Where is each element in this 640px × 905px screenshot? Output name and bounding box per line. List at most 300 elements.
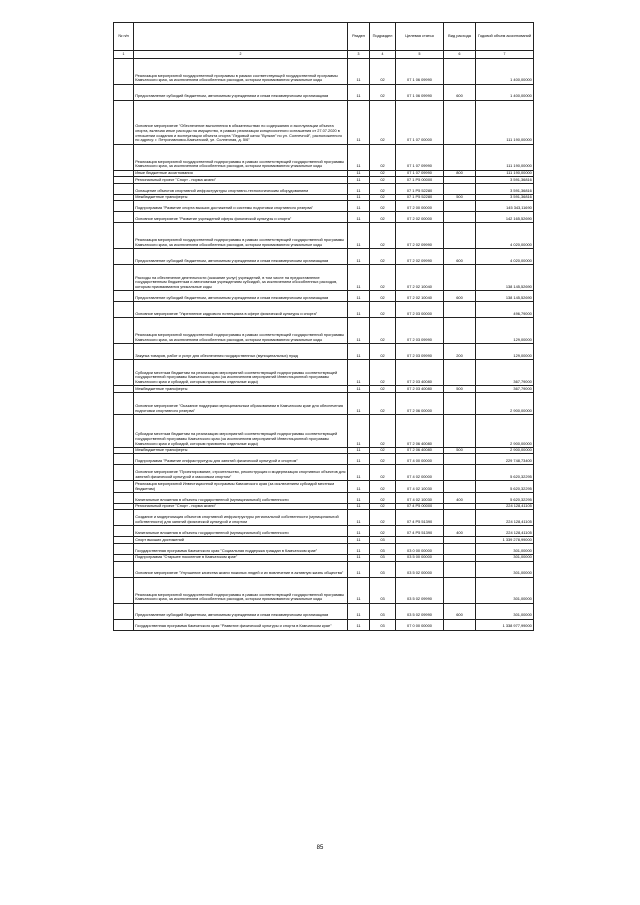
row-amount: 301,00000 — [476, 603, 534, 619]
row-razdel: 11 — [348, 100, 370, 144]
row-razdel: 11 — [348, 249, 370, 265]
header-csr: Целевая статья — [396, 23, 444, 51]
row-target-article: 07 0 00 00000 — [396, 619, 444, 630]
row-podrazdel: 02 — [370, 84, 396, 100]
row-expense-type: 200 — [444, 344, 476, 360]
row-expense-type — [444, 454, 476, 465]
row-number — [114, 503, 134, 510]
row-podrazdel: 02 — [370, 100, 396, 144]
row-target-article: 03 5 00 00000 — [396, 554, 444, 561]
row-razdel: 11 — [348, 194, 370, 201]
row-expense-type — [444, 561, 476, 577]
header-number-2: 2 — [134, 50, 348, 58]
row-name: Иные бюджетные ассигнования — [134, 170, 348, 177]
row-name: Реализация мероприятий государственной программы в рамках соответствующей государственной программы Камчатского края, за исключением обособленных расходов, которым присваиваются уникальные коды — [134, 58, 348, 84]
row-expense-type — [444, 543, 476, 554]
table-row — [114, 212, 534, 223]
table-row — [114, 619, 534, 630]
table-row — [114, 100, 534, 144]
page-number: 85 — [316, 845, 324, 851]
row-razdel: 11 — [348, 58, 370, 84]
row-podrazdel: 02 — [370, 249, 396, 265]
row-amount: 301,00000 — [476, 577, 534, 603]
row-target-article: 07 1 06 09990 — [396, 58, 444, 84]
table-row — [114, 414, 534, 447]
row-amount: 224 128,41105 — [476, 503, 534, 510]
row-razdel: 11 — [348, 212, 370, 223]
row-target-article: 03 5 02 09990 — [396, 577, 444, 603]
row-target-article: 07 4 00 00000 — [396, 454, 444, 465]
row-amount: 4 020,00000 — [476, 249, 534, 265]
header-number-4: 4 — [370, 50, 396, 58]
row-amount: 5 620,32295 — [476, 465, 534, 481]
row-expense-type — [444, 414, 476, 447]
table-row — [114, 177, 534, 184]
row-target-article: 07 2 02 00000 — [396, 212, 444, 223]
table-row — [114, 543, 534, 554]
header-vr: Вид расхода — [444, 23, 476, 51]
header-number-7: 7 — [476, 50, 534, 58]
row-podrazdel: 03 — [370, 603, 396, 619]
row-number — [114, 318, 134, 344]
row-name: Оснащение объектов спортивной инфраструктуры спортивно-технологическим оборудованием — [134, 183, 348, 194]
row-amount: 2 900,00000 — [476, 392, 534, 414]
row-expense-type — [444, 577, 476, 603]
row-podrazdel: 02 — [370, 194, 396, 201]
row-podrazdel: 02 — [370, 503, 396, 510]
row-name: Межбюджетные трансферты — [134, 386, 348, 393]
row-expense-type: 500 — [444, 386, 476, 393]
row-razdel: 11 — [348, 481, 370, 492]
row-razdel: 11 — [348, 265, 370, 291]
row-name: Реализация мероприятий государственной подпрограммы в рамках соответствующей государственной программы Камчатского края, за исключением обособленных расходов, которым присваиваются уникальные коды — [134, 318, 348, 344]
row-amount: 145 343,11690 — [476, 201, 534, 212]
header-number-5: 5 — [396, 50, 444, 58]
row-expense-type: 800 — [444, 170, 476, 177]
row-name: Межбюджетные трансферты — [134, 194, 348, 201]
row-podrazdel: 02 — [370, 302, 396, 318]
row-number — [114, 302, 134, 318]
row-expense-type — [444, 537, 476, 544]
row-target-article: 03 5 02 00000 — [396, 561, 444, 577]
row-razdel: 11 — [348, 144, 370, 170]
table-header — [114, 23, 534, 59]
table-row — [114, 386, 534, 393]
header-razdel: Раздел — [348, 23, 370, 51]
row-podrazdel: 02 — [370, 183, 396, 194]
row-amount: 496,79000 — [476, 302, 534, 318]
row-name: Реализация мероприятий государственной подпрограммы в рамках соответствующей государственной программы Камчатского края, за исключением обособленных расходов, которым присваиваются уникальные коды — [134, 223, 348, 249]
row-expense-type: 600 — [444, 249, 476, 265]
header-sum: Годовой объем ассигнований — [476, 23, 534, 51]
row-name: Основное мероприятие "Улучшение качества жизни пожилых людей и их вовлечение в активную жизнь общества" — [134, 561, 348, 577]
row-podrazdel: 02 — [370, 360, 396, 386]
row-amount: 224 128,41105 — [476, 526, 534, 537]
row-razdel: 11 — [348, 386, 370, 393]
row-number — [114, 414, 134, 447]
row-target-article: 07 2 06 40080 — [396, 414, 444, 447]
row-podrazdel: 02 — [370, 144, 396, 170]
row-target-article: 07 4 02 00000 — [396, 465, 444, 481]
row-podrazdel: 03 — [370, 543, 396, 554]
row-amount: 142 165,52690 — [476, 212, 534, 223]
table-row — [114, 561, 534, 577]
row-target-article: 07 2 06 00000 — [396, 392, 444, 414]
row-name: Субсидии местным бюджетам на реализацию мероприятий соответствующей подпрограммы соответствующей государственной программы Камчатского края (за исключением мероприятий Инвестиционной программы Камчатского края и субсидий, которым присвоены отдельные коды) — [134, 414, 348, 447]
row-number — [114, 58, 134, 84]
table-row — [114, 492, 534, 503]
row-expense-type — [444, 265, 476, 291]
row-target-article: 07 1 P5 52280 — [396, 194, 444, 201]
header-name — [134, 23, 348, 51]
row-razdel: 11 — [348, 170, 370, 177]
row-amount: 111 190,00000 — [476, 100, 534, 144]
row-expense-type — [444, 201, 476, 212]
row-number — [114, 194, 134, 201]
row-razdel: 11 — [348, 503, 370, 510]
table-row — [114, 291, 534, 302]
row-podrazdel: 02 — [370, 414, 396, 447]
row-target-article: 07 2 03 00000 — [396, 302, 444, 318]
row-podrazdel: 02 — [370, 318, 396, 344]
table-row — [114, 201, 534, 212]
row-number — [114, 447, 134, 454]
row-expense-type — [444, 183, 476, 194]
row-razdel: 11 — [348, 554, 370, 561]
row-expense-type — [444, 318, 476, 344]
row-number — [114, 212, 134, 223]
row-number — [114, 561, 134, 577]
table-row — [114, 454, 534, 465]
row-expense-type — [444, 481, 476, 492]
row-razdel: 11 — [348, 561, 370, 577]
row-number — [114, 223, 134, 249]
row-expense-type — [444, 58, 476, 84]
table-row — [114, 265, 534, 291]
row-target-article: 07 2 02 10040 — [396, 291, 444, 302]
row-podrazdel: 02 — [370, 170, 396, 177]
row-name: Спорт высших достижений — [134, 537, 348, 544]
row-amount: 2 900,00000 — [476, 447, 534, 454]
row-amount: 4 020,00000 — [476, 223, 534, 249]
row-amount: 138 145,52690 — [476, 291, 534, 302]
row-podrazdel: 02 — [370, 526, 396, 537]
row-amount: 3 591,36816 — [476, 183, 534, 194]
row-expense-type — [444, 392, 476, 414]
table-row — [114, 465, 534, 481]
row-expense-type: 500 — [444, 447, 476, 454]
table-row — [114, 249, 534, 265]
row-name: Создание и модернизация объектов спортивной инфраструктуры региональной собственности (муниципальной собственности) для занятий физической культурой и спортом — [134, 510, 348, 526]
table-row — [114, 194, 534, 201]
row-amount: 367,79000 — [476, 360, 534, 386]
row-number — [114, 465, 134, 481]
table-row — [114, 603, 534, 619]
row-razdel: 11 — [348, 223, 370, 249]
row-name: Основное мероприятие "Развитие учреждений сферы физической культуры и спорта" — [134, 212, 348, 223]
table-row — [114, 392, 534, 414]
header-number-3: 3 — [348, 50, 370, 58]
row-podrazdel: 03 — [370, 537, 396, 544]
table-row — [114, 447, 534, 454]
row-name: Расходы на обеспечение деятельности (оказание услуг) учреждений, в том числе на предоставление государственным бюджетным и автономным учреждениям субсидий, за исключением обособленных расходов, которым присваиваются уникальные коды — [134, 265, 348, 291]
row-number — [114, 526, 134, 537]
row-number — [114, 454, 134, 465]
row-razdel: 11 — [348, 360, 370, 386]
row-name: Региональный проект "Спорт - норма жизни" — [134, 177, 348, 184]
row-podrazdel: 02 — [370, 177, 396, 184]
table-row — [114, 302, 534, 318]
row-expense-type — [444, 503, 476, 510]
row-amount: 5 620,32295 — [476, 492, 534, 503]
table-row — [114, 360, 534, 386]
row-expense-type — [444, 223, 476, 249]
row-number — [114, 543, 134, 554]
row-name: Подпрограмма "Развитие инфраструктуры для занятий физической культурой и спортом" — [134, 454, 348, 465]
row-target-article: 07 4 02 10030 — [396, 492, 444, 503]
row-podrazdel: 02 — [370, 454, 396, 465]
row-number — [114, 577, 134, 603]
table-row — [114, 170, 534, 177]
row-number — [114, 84, 134, 100]
row-target-article: 07 4 P5 51390 — [396, 510, 444, 526]
row-podrazdel: 02 — [370, 492, 396, 503]
row-razdel: 11 — [348, 526, 370, 537]
row-number — [114, 619, 134, 630]
row-target-article: 03 5 02 09990 — [396, 603, 444, 619]
row-amount: 129,00000 — [476, 318, 534, 344]
row-target-article: 07 2 03 40080 — [396, 360, 444, 386]
row-name: Межбюджетные трансферты — [134, 447, 348, 454]
row-podrazdel: 02 — [370, 265, 396, 291]
row-razdel: 11 — [348, 392, 370, 414]
row-razdel: 11 — [348, 201, 370, 212]
row-amount: 367,79000 — [476, 386, 534, 393]
row-amount: 1 400,00000 — [476, 58, 534, 84]
row-podrazdel: 02 — [370, 212, 396, 223]
row-podrazdel: 02 — [370, 344, 396, 360]
row-name: Капитальные вложения в объекты государственной (муниципальной) собственности — [134, 492, 348, 503]
row-name: Основное мероприятие "Проектирование, строительство, реконструкция и модернизация спортивных объектов для занятий физической культурой и массовым спортом" — [134, 465, 348, 481]
row-number — [114, 554, 134, 561]
row-podrazdel: 03 — [370, 554, 396, 561]
row-podrazdel: 03 — [370, 577, 396, 603]
row-number — [114, 183, 134, 194]
row-target-article: 07 1 P5 00000 — [396, 177, 444, 184]
row-number — [114, 603, 134, 619]
row-name: Закупка товаров, работ и услуг для обеспечения государственных (муниципальных) нужд — [134, 344, 348, 360]
row-number — [114, 481, 134, 492]
row-number — [114, 170, 134, 177]
row-podrazdel: 02 — [370, 392, 396, 414]
document-sheet — [113, 22, 533, 862]
row-razdel: 11 — [348, 577, 370, 603]
row-amount: 3 591,36816 — [476, 194, 534, 201]
row-razdel: 11 — [348, 510, 370, 526]
row-name: Основное мероприятие "Обеспечение выполнения в обязательствах по содержанию и эксплуатации объекта спорта, включая иные расходы на имущество, в рамках реализации концессионного соглашения от 27.07.2020 в отношении создания и эксплуатации объекта спорта "Ледовый каток "Вулкан" по ул. Солнечной", расположенного по адресу: г. Петропавловск-Камчатский, ул. Солнечная, д. 5/6" — [134, 100, 348, 144]
row-number — [114, 265, 134, 291]
budget-table — [113, 22, 534, 631]
row-number — [114, 177, 134, 184]
row-target-article: 07 2 06 40080 — [396, 447, 444, 454]
row-name: Капитальные вложения в объекты государственной (муниципальной) собственности — [134, 526, 348, 537]
row-amount: 229 748,73400 — [476, 454, 534, 465]
row-number — [114, 510, 134, 526]
row-podrazdel: 02 — [370, 201, 396, 212]
table-row — [114, 183, 534, 194]
row-target-article: 07 2 00 00000 — [396, 201, 444, 212]
table-row — [114, 554, 534, 561]
row-amount: 129,00000 — [476, 344, 534, 360]
header-number-1: 1 — [114, 50, 134, 58]
row-razdel: 11 — [348, 619, 370, 630]
table-row — [114, 577, 534, 603]
row-number — [114, 344, 134, 360]
row-expense-type — [444, 177, 476, 184]
row-name: Предоставление субсидий бюджетным, автономным учреждениям и иным некоммерческим организациям — [134, 291, 348, 302]
row-razdel: 11 — [348, 465, 370, 481]
row-number — [114, 386, 134, 393]
row-amount: 111 190,00000 — [476, 170, 534, 177]
row-expense-type — [444, 465, 476, 481]
row-podrazdel: 02 — [370, 58, 396, 84]
row-expense-type: 500 — [444, 194, 476, 201]
header-number-6: 6 — [444, 50, 476, 58]
row-expense-type — [444, 510, 476, 526]
row-target-article: 07 2 03 09990 — [396, 344, 444, 360]
table-row — [114, 526, 534, 537]
row-razdel: 11 — [348, 183, 370, 194]
row-razdel: 11 — [348, 414, 370, 447]
row-razdel: 11 — [348, 543, 370, 554]
table-row — [114, 318, 534, 344]
row-podrazdel: 02 — [370, 223, 396, 249]
row-target-article — [396, 537, 444, 544]
row-name: Региональный проект "Спорт - норма жизни" — [134, 503, 348, 510]
row-name: Основное мероприятие "Оказание поддержки муниципальным образованиям в Камчатском крае для обеспечения подготовки спортивного резерва" — [134, 392, 348, 414]
row-target-article: 07 4 P5 51390 — [396, 526, 444, 537]
table-row — [114, 481, 534, 492]
row-name: Реализация мероприятий государственной подпрограммы в рамках соответствующей государственной программы Камчатского края, за исключением обособленных расходов, которым присваиваются уникальные коды — [134, 144, 348, 170]
row-name: Реализация мероприятий государственной подпрограммы в рамках соответствующей государственной программы Камчатского края, за исключением обособленных расходов, которым присваиваются уникальные коды — [134, 577, 348, 603]
row-expense-type: 400 — [444, 526, 476, 537]
row-expense-type — [444, 212, 476, 223]
row-name: Предоставление субсидий бюджетным, автономным учреждениям и иным некоммерческим организациям — [134, 249, 348, 265]
row-target-article: 07 2 02 09990 — [396, 249, 444, 265]
row-name: Предоставление субсидий бюджетным, автономным учреждениям и иным некоммерческим организациям — [134, 84, 348, 100]
row-name: Реализация мероприятий Инвестиционной программы Камчатского края (за исключением субсидий местным бюджетам) — [134, 481, 348, 492]
row-expense-type: 600 — [444, 84, 476, 100]
row-razdel: 11 — [348, 84, 370, 100]
row-name: Подпрограмма "Старшее поколение в Камчатском крае" — [134, 554, 348, 561]
row-amount: 1 339 278,99000 — [476, 537, 534, 544]
row-expense-type — [444, 100, 476, 144]
header-podrazdel: Подраздел — [370, 23, 396, 51]
row-podrazdel: 02 — [370, 386, 396, 393]
row-number — [114, 360, 134, 386]
row-expense-type — [444, 144, 476, 170]
row-podrazdel: 03 — [370, 561, 396, 577]
row-podrazdel: 02 — [370, 291, 396, 302]
row-expense-type — [444, 360, 476, 386]
row-target-article: 07 2 03 40080 — [396, 386, 444, 393]
table-body — [114, 58, 534, 630]
row-target-article: 07 1 07 00000 — [396, 100, 444, 144]
row-target-article: 03 0 00 00000 — [396, 543, 444, 554]
table-row — [114, 503, 534, 510]
row-podrazdel: 02 — [370, 447, 396, 454]
row-razdel: 11 — [348, 454, 370, 465]
row-podrazdel: 03 — [370, 619, 396, 630]
row-number — [114, 291, 134, 302]
row-podrazdel: 02 — [370, 481, 396, 492]
row-name: Основное мероприятие "Укрепление кадрового потенциала в сфере физической культуры и спорта" — [134, 302, 348, 318]
row-number — [114, 201, 134, 212]
row-razdel: 11 — [348, 318, 370, 344]
row-amount: 301,00000 — [476, 561, 534, 577]
row-target-article: 07 1 P5 52280 — [396, 183, 444, 194]
row-amount: 5 620,32295 — [476, 481, 534, 492]
row-razdel: 11 — [348, 537, 370, 544]
row-target-article: 07 1 07 09990 — [396, 144, 444, 170]
row-amount: 2 900,00000 — [476, 414, 534, 447]
row-number — [114, 537, 134, 544]
row-amount: 224 128,41105 — [476, 510, 534, 526]
row-target-article: 07 2 02 09990 — [396, 223, 444, 249]
row-podrazdel: 02 — [370, 510, 396, 526]
row-name: Подпрограмма "Развитие спорта высших достижений и системы подготовки спортивного резерва" — [134, 201, 348, 212]
row-amount: 1 400,00000 — [476, 84, 534, 100]
row-amount: 3 591,36816 — [476, 177, 534, 184]
table-row — [114, 84, 534, 100]
row-amount: 138 145,52690 — [476, 265, 534, 291]
row-expense-type — [444, 619, 476, 630]
row-target-article: 07 2 02 10040 — [396, 265, 444, 291]
row-name: Государственная программа Камчатского края "Социальная поддержка граждан в Камчатском крае" — [134, 543, 348, 554]
table-row — [114, 223, 534, 249]
row-razdel: 11 — [348, 603, 370, 619]
row-podrazdel: 02 — [370, 465, 396, 481]
row-amount: 301,00000 — [476, 554, 534, 561]
row-amount: 301,00000 — [476, 543, 534, 554]
table-row — [114, 344, 534, 360]
row-expense-type: 600 — [444, 603, 476, 619]
row-razdel: 11 — [348, 291, 370, 302]
table-row — [114, 58, 534, 84]
row-expense-type: 400 — [444, 492, 476, 503]
row-amount: 1 338 977,99000 — [476, 619, 534, 630]
row-razdel: 11 — [348, 344, 370, 360]
row-razdel: 11 — [348, 302, 370, 318]
row-target-article: 07 4 02 10030 — [396, 481, 444, 492]
table-row — [114, 510, 534, 526]
row-name: Предоставление субсидий бюджетным, автономным учреждениям и иным некоммерческим организациям — [134, 603, 348, 619]
row-target-article: 07 2 03 09990 — [396, 318, 444, 344]
row-number — [114, 144, 134, 170]
row-name: Государственная программа Камчатского края "Развитие физической культуры и спорта в Камчатском крае" — [134, 619, 348, 630]
row-razdel: 11 — [348, 492, 370, 503]
row-expense-type — [444, 302, 476, 318]
row-number — [114, 392, 134, 414]
row-number — [114, 249, 134, 265]
row-number — [114, 100, 134, 144]
row-expense-type: 600 — [444, 291, 476, 302]
row-razdel: 11 — [348, 447, 370, 454]
table-row — [114, 144, 534, 170]
row-amount: 111 190,00000 — [476, 144, 534, 170]
row-name: Субсидии местным бюджетам на реализацию мероприятий соответствующей подпрограммы соответствующей государственной программы Камчатского края (за исключением мероприятий Инвестиционной программы Камчатского края и субсидий, которым присвоены отдельные коды) — [134, 360, 348, 386]
row-number — [114, 492, 134, 503]
